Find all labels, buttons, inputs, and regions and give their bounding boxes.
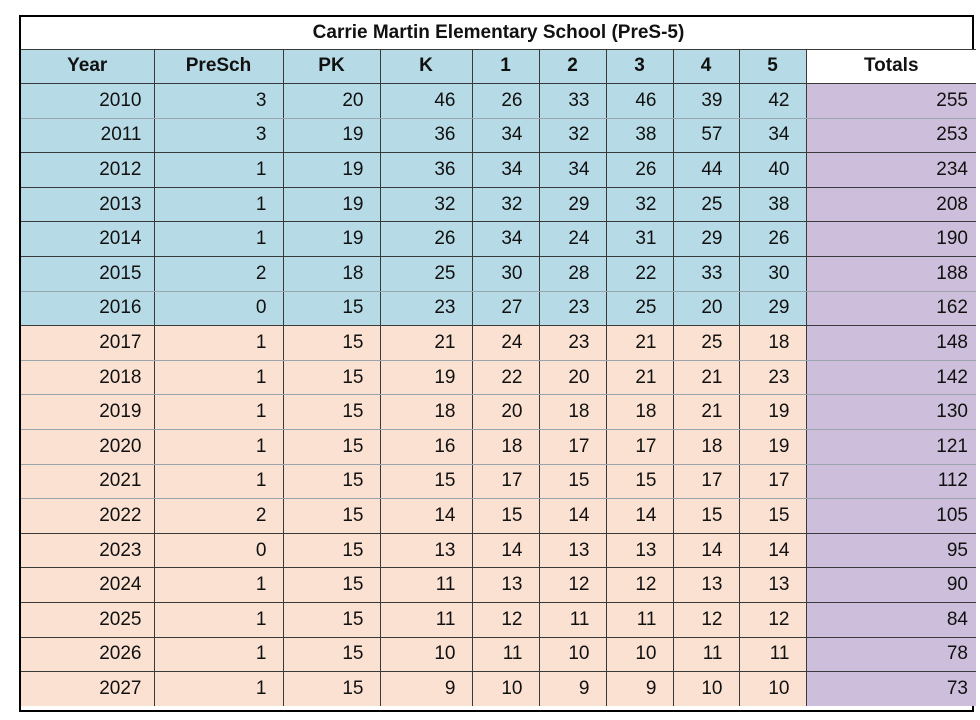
- column-header-4: 4: [673, 49, 739, 84]
- value-cell: 32: [606, 187, 673, 222]
- value-cell: 33: [673, 257, 739, 292]
- enrollment-table: [21, 17, 976, 706]
- header-row: [21, 49, 976, 84]
- value-cell: 32: [539, 118, 606, 153]
- total-cell: 105: [806, 499, 976, 534]
- value-cell: 25: [673, 187, 739, 222]
- value-cell: 1: [154, 360, 283, 395]
- value-cell: 15: [539, 464, 606, 499]
- table-row: [21, 360, 976, 395]
- value-cell: 26: [472, 84, 539, 119]
- year-cell: 2016: [21, 291, 154, 326]
- total-cell: 234: [806, 153, 976, 188]
- table-row: [21, 291, 976, 326]
- value-cell: 0: [154, 291, 283, 326]
- value-cell: 19: [283, 118, 380, 153]
- total-cell: 130: [806, 395, 976, 430]
- table-title: Carrie Martin Elementary School (PreS-5): [21, 17, 976, 49]
- value-cell: 1: [154, 187, 283, 222]
- value-cell: 29: [539, 187, 606, 222]
- value-cell: 15: [283, 637, 380, 672]
- value-cell: 19: [739, 430, 806, 465]
- value-cell: 24: [472, 326, 539, 361]
- value-cell: 26: [606, 153, 673, 188]
- value-cell: 20: [673, 291, 739, 326]
- value-cell: 9: [380, 672, 472, 707]
- value-cell: 36: [380, 118, 472, 153]
- value-cell: 1: [154, 153, 283, 188]
- year-cell: 2011: [21, 118, 154, 153]
- value-cell: 21: [606, 360, 673, 395]
- total-cell: 188: [806, 257, 976, 292]
- table-row: [21, 533, 976, 568]
- total-cell: 162: [806, 291, 976, 326]
- value-cell: 15: [283, 499, 380, 534]
- value-cell: 19: [283, 153, 380, 188]
- value-cell: 17: [739, 464, 806, 499]
- value-cell: 15: [283, 603, 380, 638]
- table-row: [21, 326, 976, 361]
- value-cell: 34: [472, 118, 539, 153]
- table-row: [21, 257, 976, 292]
- value-cell: 23: [380, 291, 472, 326]
- value-cell: 1: [154, 464, 283, 499]
- value-cell: 12: [673, 603, 739, 638]
- value-cell: 17: [472, 464, 539, 499]
- value-cell: 27: [472, 291, 539, 326]
- value-cell: 38: [739, 187, 806, 222]
- value-cell: 1: [154, 672, 283, 707]
- value-cell: 46: [380, 84, 472, 119]
- value-cell: 39: [673, 84, 739, 119]
- value-cell: 17: [606, 430, 673, 465]
- table-row: [21, 672, 976, 707]
- total-cell: 142: [806, 360, 976, 395]
- value-cell: 20: [472, 395, 539, 430]
- value-cell: 3: [154, 84, 283, 119]
- value-cell: 19: [283, 222, 380, 257]
- value-cell: 33: [539, 84, 606, 119]
- value-cell: 26: [739, 222, 806, 257]
- table-row: [21, 118, 976, 153]
- year-cell: 2025: [21, 603, 154, 638]
- year-cell: 2026: [21, 637, 154, 672]
- year-cell: 2022: [21, 499, 154, 534]
- value-cell: 22: [472, 360, 539, 395]
- value-cell: 0: [154, 533, 283, 568]
- value-cell: 21: [380, 326, 472, 361]
- value-cell: 28: [539, 257, 606, 292]
- value-cell: 15: [283, 291, 380, 326]
- value-cell: 11: [380, 568, 472, 603]
- value-cell: 20: [283, 84, 380, 119]
- value-cell: 14: [380, 499, 472, 534]
- year-cell: 2019: [21, 395, 154, 430]
- value-cell: 31: [606, 222, 673, 257]
- total-cell: 84: [806, 603, 976, 638]
- value-cell: 17: [539, 430, 606, 465]
- value-cell: 13: [606, 533, 673, 568]
- value-cell: 1: [154, 222, 283, 257]
- value-cell: 23: [539, 291, 606, 326]
- value-cell: 57: [673, 118, 739, 153]
- value-cell: 1: [154, 430, 283, 465]
- table-row: [21, 603, 976, 638]
- value-cell: 15: [283, 360, 380, 395]
- value-cell: 9: [539, 672, 606, 707]
- value-cell: 11: [539, 603, 606, 638]
- column-header-pk: PK: [283, 49, 380, 84]
- total-cell: 78: [806, 637, 976, 672]
- value-cell: 14: [539, 499, 606, 534]
- value-cell: 18: [472, 430, 539, 465]
- year-cell: 2021: [21, 464, 154, 499]
- value-cell: 12: [606, 568, 673, 603]
- value-cell: 30: [472, 257, 539, 292]
- value-cell: 21: [673, 395, 739, 430]
- value-cell: 44: [673, 153, 739, 188]
- table-row: [21, 637, 976, 672]
- year-cell: 2013: [21, 187, 154, 222]
- year-cell: 2015: [21, 257, 154, 292]
- column-header-k: K: [380, 49, 472, 84]
- value-cell: 25: [606, 291, 673, 326]
- value-cell: 25: [673, 326, 739, 361]
- value-cell: 14: [606, 499, 673, 534]
- year-cell: 2010: [21, 84, 154, 119]
- value-cell: 16: [380, 430, 472, 465]
- value-cell: 15: [673, 499, 739, 534]
- value-cell: 40: [739, 153, 806, 188]
- year-cell: 2018: [21, 360, 154, 395]
- value-cell: 18: [606, 395, 673, 430]
- value-cell: 10: [472, 672, 539, 707]
- value-cell: 11: [739, 637, 806, 672]
- value-cell: 15: [472, 499, 539, 534]
- value-cell: 15: [606, 464, 673, 499]
- value-cell: 14: [739, 533, 806, 568]
- year-cell: 2012: [21, 153, 154, 188]
- value-cell: 15: [283, 464, 380, 499]
- value-cell: 11: [673, 637, 739, 672]
- value-cell: 12: [539, 568, 606, 603]
- column-header-1: 1: [472, 49, 539, 84]
- value-cell: 42: [739, 84, 806, 119]
- value-cell: 18: [283, 257, 380, 292]
- value-cell: 1: [154, 568, 283, 603]
- value-cell: 13: [739, 568, 806, 603]
- total-cell: 253: [806, 118, 976, 153]
- value-cell: 34: [539, 153, 606, 188]
- year-cell: 2023: [21, 533, 154, 568]
- year-cell: 2024: [21, 568, 154, 603]
- table-row: [21, 568, 976, 603]
- value-cell: 15: [380, 464, 472, 499]
- value-cell: 32: [380, 187, 472, 222]
- value-cell: 10: [539, 637, 606, 672]
- value-cell: 19: [283, 187, 380, 222]
- year-cell: 2014: [21, 222, 154, 257]
- value-cell: 1: [154, 326, 283, 361]
- value-cell: 19: [380, 360, 472, 395]
- table-row: [21, 430, 976, 465]
- value-cell: 22: [606, 257, 673, 292]
- value-cell: 32: [472, 187, 539, 222]
- value-cell: 12: [472, 603, 539, 638]
- value-cell: 18: [739, 326, 806, 361]
- column-header-totals: Totals: [806, 49, 976, 84]
- table-row: [21, 153, 976, 188]
- total-cell: 208: [806, 187, 976, 222]
- value-cell: 26: [380, 222, 472, 257]
- value-cell: 21: [606, 326, 673, 361]
- value-cell: 17: [673, 464, 739, 499]
- column-header-2: 2: [539, 49, 606, 84]
- table-row: [21, 395, 976, 430]
- value-cell: 15: [283, 430, 380, 465]
- value-cell: 34: [472, 222, 539, 257]
- value-cell: 29: [739, 291, 806, 326]
- value-cell: 15: [283, 568, 380, 603]
- column-header-year: Year: [21, 49, 154, 84]
- table-row: [21, 499, 976, 534]
- value-cell: 2: [154, 499, 283, 534]
- value-cell: 19: [739, 395, 806, 430]
- value-cell: 18: [380, 395, 472, 430]
- total-cell: 148: [806, 326, 976, 361]
- value-cell: 30: [739, 257, 806, 292]
- year-cell: 2027: [21, 672, 154, 707]
- value-cell: 15: [283, 395, 380, 430]
- total-cell: 190: [806, 222, 976, 257]
- value-cell: 34: [739, 118, 806, 153]
- title-row: [21, 17, 976, 49]
- table-row: [21, 464, 976, 499]
- value-cell: 23: [539, 326, 606, 361]
- value-cell: 24: [539, 222, 606, 257]
- value-cell: 15: [283, 533, 380, 568]
- value-cell: 9: [606, 672, 673, 707]
- total-cell: 121: [806, 430, 976, 465]
- column-header-presch: PreSch: [154, 49, 283, 84]
- value-cell: 13: [673, 568, 739, 603]
- value-cell: 11: [472, 637, 539, 672]
- value-cell: 11: [606, 603, 673, 638]
- value-cell: 21: [673, 360, 739, 395]
- total-cell: 95: [806, 533, 976, 568]
- value-cell: 10: [606, 637, 673, 672]
- value-cell: 38: [606, 118, 673, 153]
- year-cell: 2020: [21, 430, 154, 465]
- value-cell: 36: [380, 153, 472, 188]
- column-header-5: 5: [739, 49, 806, 84]
- value-cell: 20: [539, 360, 606, 395]
- value-cell: 10: [673, 672, 739, 707]
- table-row: [21, 222, 976, 257]
- value-cell: 1: [154, 395, 283, 430]
- value-cell: 15: [283, 672, 380, 707]
- value-cell: 34: [472, 153, 539, 188]
- value-cell: 10: [739, 672, 806, 707]
- year-cell: 2017: [21, 326, 154, 361]
- value-cell: 18: [539, 395, 606, 430]
- total-cell: 255: [806, 84, 976, 119]
- total-cell: 73: [806, 672, 976, 707]
- value-cell: 13: [539, 533, 606, 568]
- value-cell: 10: [380, 637, 472, 672]
- table-row: [21, 187, 976, 222]
- value-cell: 14: [472, 533, 539, 568]
- total-cell: 90: [806, 568, 976, 603]
- value-cell: 11: [380, 603, 472, 638]
- table-row: [21, 84, 976, 119]
- value-cell: 15: [739, 499, 806, 534]
- value-cell: 12: [739, 603, 806, 638]
- value-cell: 29: [673, 222, 739, 257]
- value-cell: 18: [673, 430, 739, 465]
- total-cell: 112: [806, 464, 976, 499]
- value-cell: 3: [154, 118, 283, 153]
- value-cell: 25: [380, 257, 472, 292]
- value-cell: 23: [739, 360, 806, 395]
- value-cell: 1: [154, 637, 283, 672]
- value-cell: 13: [380, 533, 472, 568]
- value-cell: 13: [472, 568, 539, 603]
- value-cell: 14: [673, 533, 739, 568]
- value-cell: 2: [154, 257, 283, 292]
- value-cell: 15: [283, 326, 380, 361]
- value-cell: 1: [154, 603, 283, 638]
- value-cell: 46: [606, 84, 673, 119]
- column-header-3: 3: [606, 49, 673, 84]
